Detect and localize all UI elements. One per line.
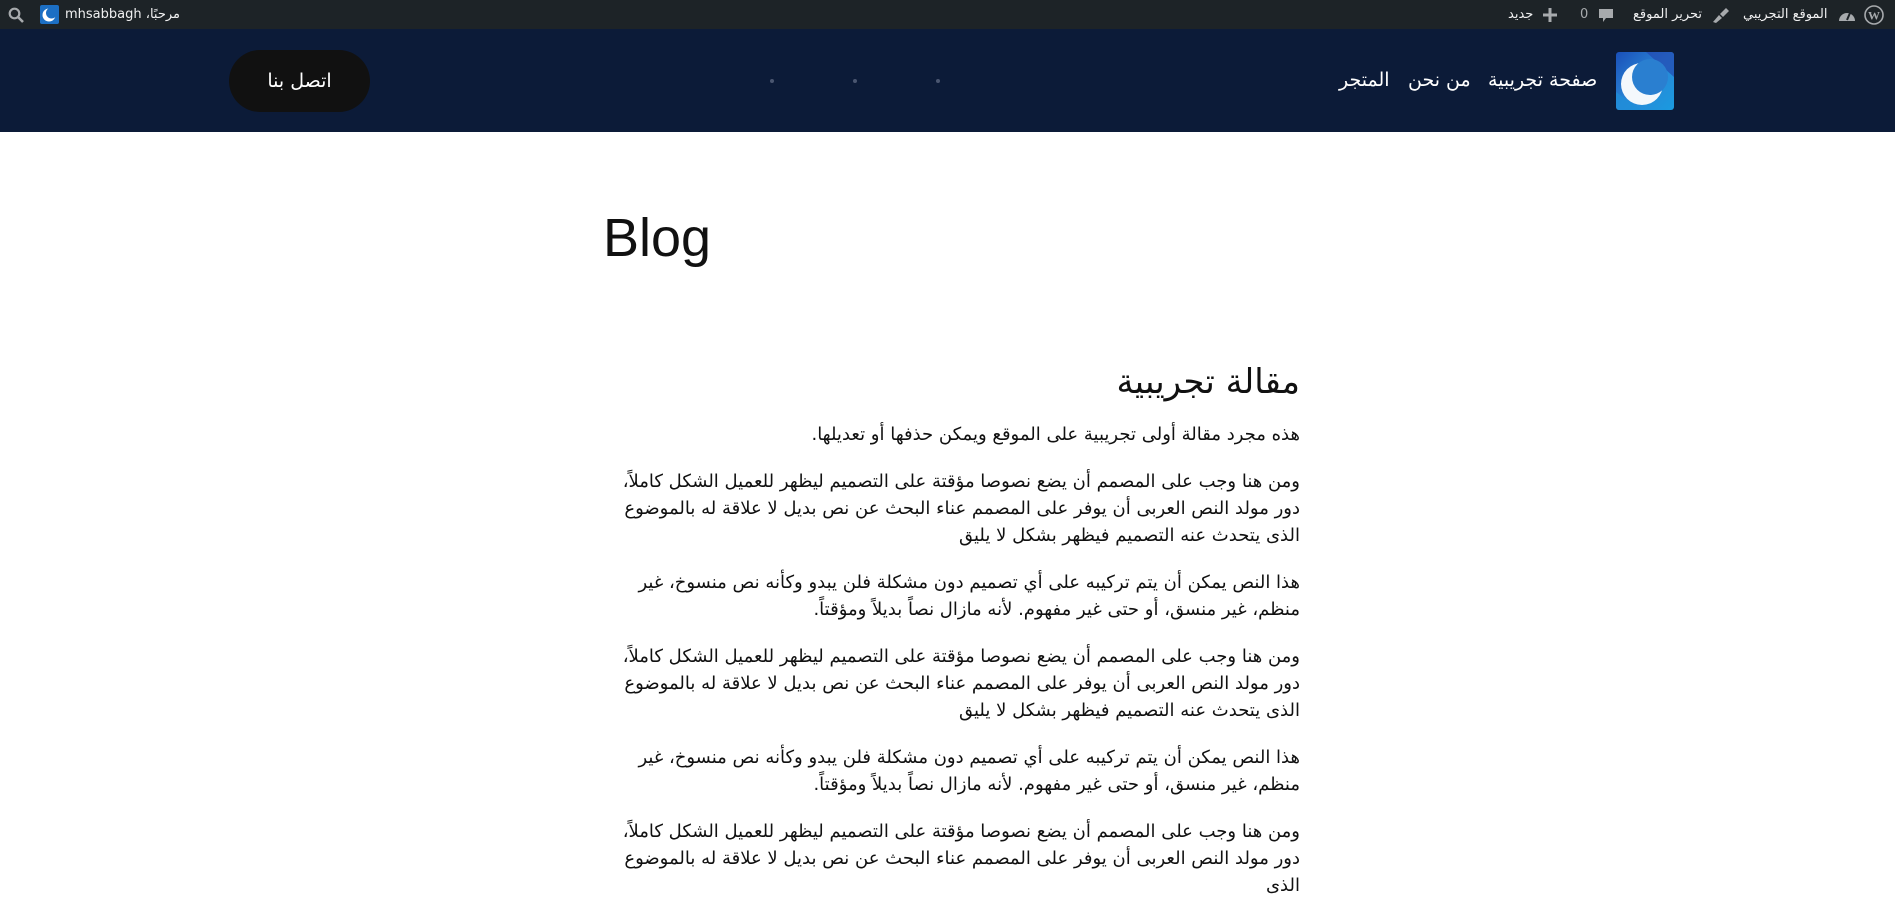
wordpress-logo-icon[interactable] <box>1864 5 1884 25</box>
svg-text:W: W <box>1868 8 1880 22</box>
site-name-menu[interactable] <box>1743 0 1856 29</box>
site-logo[interactable] <box>1616 52 1674 110</box>
post-paragraph: هذا النص يمكن أن يتم تركيبه على أي تصميم دون مشكلة فلن يبدو وكأنه نص منسوخ، غير منظم، غير منسق، أو حتى غير مفهوم. لأنه مازال نصاً بديلاً ومؤقتاً. <box>638 572 1300 620</box>
post-paragraph: هذه مجرد مقالة أولى تجريبية على الموقع ويمكن حذفها أو تعديلها. <box>811 424 1300 445</box>
wp-menu[interactable] <box>1864 0 1884 29</box>
site-name[interactable]: الموقع التجريبي <box>1743 7 1828 22</box>
post <box>606 358 1300 919</box>
nav-separator-dot <box>936 79 940 83</box>
comments-count[interactable]: 0 <box>1580 7 1589 22</box>
page-title: Blog <box>603 208 712 268</box>
my-account-menu[interactable] <box>40 0 180 29</box>
site-header <box>0 29 1895 132</box>
search-icon[interactable] <box>8 7 24 23</box>
post-paragraph: ومن هنا وجب على المصمم أن يضع نصوصا مؤقتة على التصميم ليظهر للعميل الشكل كاملاً، دور مولد النص العربى أن يوفر على المصمم عناء البحث عن نص بديل لا علاقة له بالموضوع الذى يتحدث عنه التصميم فيظهر بشكل لا يليق <box>622 646 1300 721</box>
post-paragraph: هذا النص يمكن أن يتم تركيبه على أي تصميم دون مشكلة فلن يبدو وكأنه نص منسوخ، غير منظم، غير منسق، أو حتى غير مفهوم. لأنه مازال نصاً بديلاً ومؤقتاً. <box>638 747 1300 795</box>
comment-icon <box>1598 7 1614 23</box>
nav-item-shop[interactable]: المتجر <box>1339 69 1390 91</box>
new-content-menu[interactable] <box>1508 0 1557 29</box>
post-paragraph: ومن هنا وجب على المصمم أن يضع نصوصا مؤقتة على التصميم ليظهر للعميل الشكل كاملاً، دور مولد النص العربى أن يوفر على المصمم عناء البحث عن نص بديل لا علاقة له بالموضوع الذى يتحدث عنه التصميم فيظهر بشكل لا يليق <box>622 471 1300 546</box>
search-button[interactable] <box>8 0 24 29</box>
brush-icon <box>1712 7 1730 23</box>
new-label[interactable]: جديد <box>1508 7 1534 22</box>
post-title[interactable]: مقالة تجريبية <box>1116 362 1300 402</box>
admin-bar <box>0 0 1895 29</box>
nav-separator-dot <box>770 79 774 83</box>
edit-site-link[interactable]: تحرير الموقع <box>1633 7 1703 22</box>
greeting[interactable]: مرحبًا، mhsabbagh <box>65 7 180 22</box>
nav-separator-dot <box>853 79 857 83</box>
post-paragraph: ومن هنا وجب على المصمم أن يضع نصوصا مؤقتة على التصميم ليظهر للعميل الشكل كاملاً، دور مولد النص العربى أن يوفر على المصمم عناء البحث عن نص بديل لا علاقة له بالموضوع الذى <box>622 821 1300 896</box>
dashboard-icon <box>1838 7 1856 23</box>
nav-item-sample-page[interactable]: صفحة تجريبية <box>1488 69 1598 91</box>
avatar[interactable] <box>40 5 59 24</box>
comments-menu[interactable] <box>1580 0 1614 29</box>
edit-site-menu[interactable] <box>1633 0 1730 29</box>
contact-us-button[interactable]: اتصل بنا <box>229 50 370 112</box>
nav-item-about[interactable]: من نحن <box>1408 69 1471 91</box>
plus-icon <box>1543 8 1557 22</box>
